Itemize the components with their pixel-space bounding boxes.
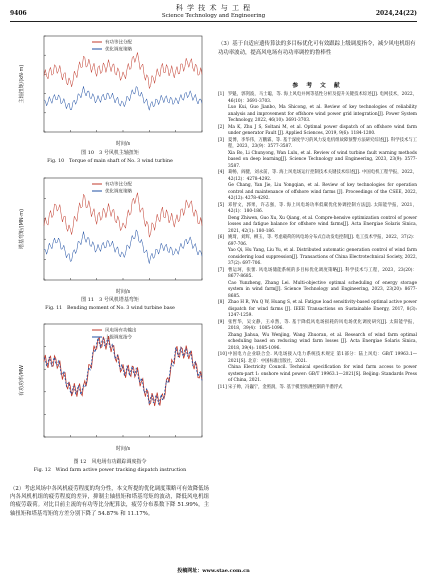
legend-label: 上级调度指令 (105, 335, 132, 341)
reference-number: [1] (218, 92, 225, 97)
reference-text: Deng Zhiwen, Guo Xu, Xu Qiang, et al. Compre-hensive optimization control of power losses and fatigue balance for offshore wind farms[J]. Acta Energiae Solaris Sinica, 2021, 42(1): 180-186. (228, 215, 417, 234)
conclusion-paragraph-2: （2）考虑风场中各风机疲劳程度的均分性，本文所提的优化调度策略可有效降低场内各风机机组的疲劳程度的差异，抑制主轴扭矩和塔基弯矩的波动，降低风电机组的疲劳载荷。对比目前主流的有功等比分配算法，疲劳分布系数下降 51.99%，主轴扭矩和塔基弯矩的方差分别下降了 54.87% 和 11.17%。 (10, 486, 209, 517)
legend-label: 有功等比分配 (105, 40, 132, 46)
fig10-caption-en: Fig. 10 Torque of main shaft of No. 3 wind turbine (47, 159, 173, 164)
legend-label: 有功等比分配 (105, 182, 132, 188)
fig10-chart (14, 30, 208, 148)
reference-item (218, 352, 417, 365)
journal-title-cn: 科 学 技 术 与 工 程 (175, 4, 252, 12)
x-axis-label: 时间/s (115, 141, 131, 147)
page-header (0, 0, 427, 26)
reference-item (218, 138, 417, 151)
fig11-caption-cn: 图 11 3 号风机塔基弯矩 (81, 297, 139, 303)
reference-item (218, 105, 417, 125)
reference-text: China Electricity Council. Technical specification for wind farm access to power system-part 1: onshore wind power: GB/T 19963.1—2021[S]. Beijing: Standards Press of China, 2021. (228, 365, 417, 383)
fig11-caption-en: Fig. 11 Bending moment of No. 3 wind turbine base (45, 306, 175, 311)
fig10-svg (14, 30, 208, 148)
reference-number: [8] (218, 300, 225, 305)
reference-item (218, 151, 417, 171)
series-line-2 (44, 338, 202, 404)
reference-text: Ma K, Zhu J S, Soltani M, et al. Optimal power dispatch of an offshore wind farm under generator Fault [J]. Applied Sciences, 2019, 9(6): 1184-1200. (228, 124, 417, 136)
reference-item (218, 183, 417, 203)
volume-issue: 2024,24(22) (375, 10, 417, 17)
fig12-svg (14, 318, 208, 453)
reference-item (218, 320, 417, 333)
reference-item (218, 385, 417, 392)
reference-item (218, 365, 417, 385)
fig11-chart (14, 172, 208, 296)
reference-text: Luo Kui, Guo Jianbo, Ma Shicong, et al. Review of key technologies of reliability analysis and improvement for offshore wind power grid integration[J]. Power System Technology, 2022, 46(10): 3691-3703. (228, 105, 417, 123)
reference-item (218, 333, 417, 353)
reference-number: [7] (218, 267, 225, 273)
header-rule (10, 21, 417, 22)
conclusion-paragraph-3: （3）基于自适应遗传算法的多目标优化可有效跟踪上级调度指令，减少风电机组有功功率波动，提高风电场有功功率调控的鲁棒性 (218, 41, 416, 56)
series-line-2 (44, 230, 202, 264)
references-title: 参 考 文 献 (292, 83, 343, 89)
reference-item (218, 268, 417, 281)
legend-label: 风电场有功输出 (105, 328, 137, 334)
fig11-svg (14, 172, 208, 296)
reference-text: Xia Bo, Li Chunyong, Wan Lulu, et al. Review of wind turbine fault warning methods based on deep learning[J]. Science Technology and Engineering, 2023, 23(9): 3577-3587. (228, 150, 417, 169)
reference-item (218, 125, 417, 138)
reference-number: [10] (218, 352, 227, 357)
reference-text: Zhang Jiahua, Wu Wenjing, Wang Zhuoran, et al. Research of wind farm optimal scheduling based on reducing wind farm losses [J]. Acta Energiae Solaris Sinica, 2018, 39(4): 1085-1096. (228, 332, 417, 351)
reference-item (218, 92, 417, 105)
y-axis-label: 主轴扭矩/(kN·m) (19, 64, 25, 104)
reference-text: 曹运珂，张蕾. 风电场储能系统的多目标优化调度策略[J]. 科学技术与工程，2023，23(20)：8677-8685. (228, 267, 417, 279)
fig12-caption-cn: 图 12 风电场有功跟踪调度指令 (73, 459, 147, 465)
reference-number: [11] (218, 384, 227, 390)
plot-frame (44, 324, 202, 437)
series-line-1 (44, 193, 202, 237)
reference-text: Ge Chang, Yan Jie, Liu Yongqian, et al. Review of key technologies for operation control and maintenance of offshore wind farms [J]. Proceedings of the CSEE, 2022, 42(12): 4278-4292. (228, 183, 417, 201)
reference-number: [4] (218, 170, 225, 175)
y-axis-label: 有功功率/MW (19, 365, 25, 396)
reference-item (218, 216, 417, 236)
reference-item (218, 281, 417, 301)
reference-item (218, 235, 417, 248)
reference-text: Yao Qi, Hu Yang, Liu Yu, et al. Distributed automatic generation control of wind farm considering load suppression[J]. Transactions of China Electrotechnical Society, 2022, 37(2): 697-706. (228, 248, 417, 266)
reference-item (218, 170, 417, 183)
reference-text: 中国电力企业联合会. 风电场接入电力系统技术规定 第1部分：陆上风电：GB/T 19963.1—2021[S]. 北京：中国标准出版社，2021. (228, 352, 417, 364)
reference-item (218, 300, 417, 320)
reference-text: 姚琦，刘辉，柳玉，等. 考虑载荷的风电场分布式自动发电控制[J]. 电工技术学报，2022，37(2)：697-706. (228, 235, 417, 247)
y-axis-label: 塔基弯矩/(MN·m) (19, 208, 25, 250)
page-footer: 投稿网址：www.stae.com.cn (177, 568, 250, 574)
reference-text: 张哲华，吴文静，王卓然，等. 基于降低风电场损耗的风电场优化调度研究[J]. 太阳能学报，2018，39(4)：1085-1096. (228, 319, 417, 331)
reference-number: [9] (218, 319, 225, 325)
reference-item (218, 248, 417, 268)
reference-text: 罗魁，郭剑波，马士聪，等. 海上风电并网等基性分析及提升关键技术综述[J]. 电网技术，2022，46(10)：3691-3703. (228, 92, 417, 104)
fig10-caption-cn: 图 10 3 号风机主轴扭矩 (81, 150, 139, 156)
x-axis-label: 时间/s (115, 446, 131, 452)
fig12-caption-en: Fig. 12 Wind farm active power tracking dispatch instruction (33, 468, 187, 473)
legend-label: 优化调度策略 (105, 189, 132, 195)
reference-text: Cao Yunzheng, Zhang Lei. Multi-objective optimal scheduling of energy storage system in wind farm[J]. Science Technology and Engineering, 2023, 23(20): 8677-8685. (228, 280, 417, 299)
fig12-chart (14, 318, 208, 453)
series-line-2 (44, 86, 202, 110)
reference-number: [3] (218, 137, 225, 143)
reference-item (218, 203, 417, 216)
x-axis-label: 时间/s (115, 289, 131, 295)
series-line-1 (44, 336, 202, 406)
reference-number: [6] (218, 235, 225, 240)
reference-text: 夏博，李华伟，万鹏霖，等. 基于深度学习的风力发电机组故障预警方法研究综述[J]. 科学技术与工程，2023，23(9)：3577-3587. (228, 137, 417, 149)
reference-number: [2] (218, 124, 225, 130)
legend-label: 优化调度策略 (105, 47, 132, 53)
reference-text: 葛畅，阎健，刘永前，等. 海上风电场运行控制技术关键技术综述[J]. 中国电机工程学报，2022，42(12)：4278-4292. (228, 170, 417, 182)
page-number: 9406 (10, 10, 27, 17)
references-list (218, 92, 417, 391)
reference-number: [5] (218, 202, 225, 208)
reference-text: 邓智文，郭果，许志强，等. 海上风电场功率低碳优化协调控制方法[J]. 太阳能学报，2021，42(1)：180-186. (228, 202, 417, 214)
series-line-1 (44, 53, 202, 89)
reference-text: Zhao H R, Wu Q W, Huang S, et al. Fatigue load sensitivity-based optimal active power dispatch for wind farms [J]. IEEE Transactions on Sustainable Energy, 2017, 8(3): 1247-1259. (228, 300, 417, 318)
journal-title-en: Science Technology and Engineering (161, 13, 266, 19)
reference-text: 宋子帅，冯巍宁，金照润，等. 基于模型预测控制的半潜浮式 (228, 384, 343, 390)
